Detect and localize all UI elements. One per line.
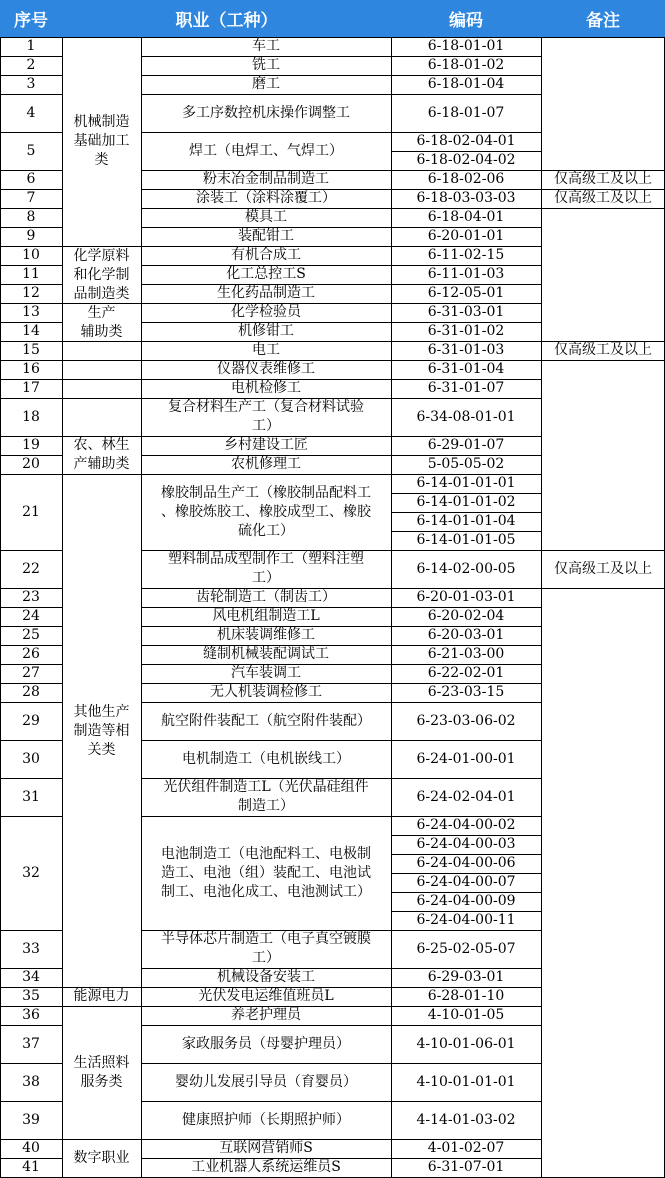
code-cell: 6-23-03-15 xyxy=(427,684,505,700)
code-cell: 6-29-03-01 xyxy=(427,969,505,985)
table-row-seq: 15 xyxy=(22,342,40,358)
code-cell: 4-10-01-05 xyxy=(427,1007,505,1023)
job-cell: 化工总控工S xyxy=(226,266,306,282)
grid-hline xyxy=(391,531,541,532)
grid-hline xyxy=(391,835,541,836)
grid-hline xyxy=(391,493,541,494)
category-cell: 其他生产 制造等相 关类 xyxy=(73,704,130,758)
code-cell: 6-24-04-00-06 xyxy=(416,855,516,871)
code-cell: 6-23-03-06-02 xyxy=(416,712,516,729)
category-cell xyxy=(62,341,141,360)
table-row-seq: 21 xyxy=(22,503,40,520)
job-cell: 光伏发电运维值班员L xyxy=(198,988,334,1004)
code-cell: 6-18-02-04-01 xyxy=(416,133,516,149)
note-cell: 仅高级工及以上 xyxy=(554,190,652,206)
job-cell: 光伏组件制造工L（光伏晶硅组件 制造工） xyxy=(163,779,369,814)
code-cell: 6-20-01-03-01 xyxy=(416,589,516,605)
job-cell: 互联网营销师S xyxy=(219,1140,313,1156)
job-cell: 婴幼儿发展引导员（育婴员） xyxy=(175,1073,357,1090)
job-cell: 多工序数控机床操作调整工 xyxy=(182,104,350,121)
table-row-seq: 36 xyxy=(22,1007,40,1023)
job-cell: 家政服务员（母婴护理员） xyxy=(182,1035,350,1052)
table-row-seq: 16 xyxy=(22,361,40,377)
job-cell: 电机制造工（电机嵌线工） xyxy=(182,750,350,767)
job-cell: 化学检验员 xyxy=(231,304,301,320)
code-cell: 6-18-02-06 xyxy=(427,171,505,187)
table-row-seq: 37 xyxy=(22,1035,40,1052)
job-cell: 电机检修工 xyxy=(231,380,301,396)
code-cell: 4-10-01-06-01 xyxy=(416,1035,516,1052)
note-cell xyxy=(541,208,665,341)
code-cell: 6-31-01-02 xyxy=(427,323,505,339)
table-row-seq: 27 xyxy=(22,665,40,681)
table-row-seq: 23 xyxy=(22,589,40,605)
code-cell: 6-34-08-01-01 xyxy=(416,408,516,425)
category-cell xyxy=(62,379,141,398)
note-cell xyxy=(541,588,665,1177)
table-row-seq: 17 xyxy=(22,380,40,396)
job-cell: 磨工 xyxy=(252,76,280,92)
code-cell: 6-14-01-01-04 xyxy=(416,513,516,529)
code-cell: 5-05-05-02 xyxy=(427,456,505,472)
table-row-seq: 26 xyxy=(22,646,40,662)
job-cell: 电池制造工（电池配料工、电极制 造工、电池（组）装配工、电池试 制工、电池化成工、电池测试工） xyxy=(161,845,371,900)
category-cell: 能源电力 xyxy=(73,988,130,1004)
job-cell: 齿轮制造工（制齿工） xyxy=(196,589,336,605)
table-row-seq: 39 xyxy=(22,1111,40,1128)
code-cell: 6-18-01-04 xyxy=(427,76,505,92)
job-cell: 塑料制品成型制作工（塑料注塑 工） xyxy=(168,551,364,586)
table-row-seq: 5 xyxy=(26,142,36,159)
job-cell: 橡胶制品生产工（橡胶制品配料工 、橡胶炼胶工、橡胶成型工、橡胶 硫化工） xyxy=(161,484,371,539)
code-cell: 6-14-02-00-05 xyxy=(416,560,516,577)
header-note: 备注 xyxy=(586,11,620,31)
code-cell: 6-24-04-00-07 xyxy=(416,874,516,890)
code-cell: 6-31-01-07 xyxy=(427,380,505,396)
code-cell: 6-24-04-00-09 xyxy=(416,893,516,909)
table-row-seq: 30 xyxy=(22,750,40,767)
code-cell: 6-20-02-04 xyxy=(427,608,505,624)
job-cell: 复合材料生产工（复合材料试验 工） xyxy=(168,399,364,434)
table-row-seq: 19 xyxy=(22,437,40,453)
category-cell: 化学原料 和化学制 品制造类 xyxy=(73,248,130,302)
table-row-seq: 41 xyxy=(22,1159,40,1175)
table-row-seq: 28 xyxy=(22,684,40,700)
grid-hline xyxy=(62,436,141,437)
job-cell: 养老护理员 xyxy=(231,1007,301,1023)
category-cell: 生活照料 服务类 xyxy=(73,1054,130,1090)
job-cell: 涂装工（涂料涂覆工） xyxy=(196,190,336,206)
code-cell: 6-14-01-01-05 xyxy=(416,532,516,548)
job-cell: 航空附件装配工（航空附件装配） xyxy=(161,712,371,729)
header-seq: 序号 xyxy=(14,11,48,31)
code-cell: 6-22-02-01 xyxy=(427,665,505,681)
table-row-seq: 3 xyxy=(26,76,36,92)
code-cell: 6-29-01-07 xyxy=(427,437,505,453)
grid-hline xyxy=(391,911,541,912)
job-cell: 半导体芯片制造工（电子真空镀膜 工） xyxy=(161,931,371,966)
grid-hline xyxy=(391,151,541,152)
code-cell: 6-18-01-01 xyxy=(427,38,505,54)
table-row-seq: 1 xyxy=(26,38,36,54)
table-row-seq: 18 xyxy=(22,408,40,425)
note-cell: 仅高级工及以上 xyxy=(554,171,652,187)
table-row-seq: 40 xyxy=(22,1140,40,1156)
table-row-seq: 4 xyxy=(26,104,36,121)
job-cell: 焊工（电焊工、气焊工） xyxy=(189,142,343,159)
category-cell: 生产 辅助类 xyxy=(80,305,123,340)
table-row-seq: 2 xyxy=(26,57,36,73)
code-cell: 6-24-04-00-02 xyxy=(416,817,516,833)
job-cell: 农机修理工 xyxy=(231,456,301,472)
table-row-seq: 9 xyxy=(26,228,36,244)
job-cell: 粉末冶金制品制造工 xyxy=(203,171,329,187)
table-row-seq: 33 xyxy=(22,940,40,957)
job-cell: 缝制机械装配调试工 xyxy=(203,646,329,662)
code-cell: 6-11-01-03 xyxy=(427,266,505,282)
code-cell: 6-24-02-04-01 xyxy=(416,788,516,805)
code-cell: 6-18-03-03-03 xyxy=(416,190,516,206)
table-row-seq: 29 xyxy=(22,712,40,729)
note-cell: 仅高级工及以上 xyxy=(554,342,652,358)
job-cell: 有机合成工 xyxy=(231,247,301,263)
code-cell: 6-18-01-02 xyxy=(427,57,505,73)
table-row-seq: 7 xyxy=(26,190,36,206)
grid-hline xyxy=(391,892,541,893)
code-cell: 6-21-03-00 xyxy=(427,646,505,662)
code-cell: 6-24-04-00-11 xyxy=(416,912,516,928)
category-cell: 农、林生 产辅助类 xyxy=(73,437,130,472)
code-cell: 6-12-05-01 xyxy=(427,285,505,301)
table-row-seq: 14 xyxy=(22,323,40,339)
job-cell: 装配钳工 xyxy=(238,228,294,244)
note-cell xyxy=(541,37,665,170)
code-cell: 6-31-07-01 xyxy=(427,1159,505,1175)
job-cell: 铣工 xyxy=(252,57,280,73)
code-cell: 4-01-02-07 xyxy=(427,1140,505,1156)
code-cell: 6-31-01-03 xyxy=(427,342,505,358)
job-cell: 无人机装调检修工 xyxy=(210,684,322,700)
category-cell: 数字职业 xyxy=(73,1149,130,1166)
code-cell: 6-20-03-01 xyxy=(427,627,505,643)
table-row-seq: 24 xyxy=(22,608,40,624)
code-cell: 6-31-01-04 xyxy=(427,361,505,377)
job-cell: 汽车装调工 xyxy=(231,665,301,681)
table-row-seq: 8 xyxy=(26,209,36,225)
code-cell: 6-20-01-01 xyxy=(427,228,505,244)
job-cell: 工业机器人系统运维员S xyxy=(191,1159,341,1175)
code-cell: 6-31-03-01 xyxy=(427,304,505,320)
table-row-seq: 38 xyxy=(22,1073,40,1090)
table-row-seq: 25 xyxy=(22,627,40,643)
table-row-seq: 13 xyxy=(22,304,40,320)
note-cell xyxy=(541,360,665,550)
job-cell: 模具工 xyxy=(245,209,287,225)
code-cell: 6-14-01-01-02 xyxy=(416,494,516,510)
job-cell: 乡村建设工匠 xyxy=(224,437,308,453)
code-cell: 6-24-01-00-01 xyxy=(416,750,516,767)
job-cell: 仪器仪表维修工 xyxy=(217,361,315,377)
table-row-seq: 6 xyxy=(26,171,36,187)
table-row-seq: 11 xyxy=(22,266,40,282)
job-cell: 机械设备安装工 xyxy=(217,969,315,985)
table-row-seq: 35 xyxy=(22,988,40,1004)
table-row-seq: 32 xyxy=(22,864,40,881)
table-row-seq: 31 xyxy=(22,788,40,805)
note-cell: 仅高级工及以上 xyxy=(554,560,652,577)
code-cell: 4-14-01-03-02 xyxy=(416,1111,516,1128)
table-row-seq: 22 xyxy=(22,560,40,577)
code-cell: 6-11-02-15 xyxy=(427,247,505,263)
category-cell: 机械制造 基础加工 类 xyxy=(73,114,130,168)
code-cell: 6-24-04-00-03 xyxy=(416,836,516,852)
code-cell: 6-18-04-01 xyxy=(427,209,505,225)
grid-hline xyxy=(391,873,541,874)
code-cell: 6-14-01-01-01 xyxy=(416,475,516,491)
header-job: 职业（工种） xyxy=(175,11,278,31)
grid-hline xyxy=(391,854,541,855)
table-row-seq: 12 xyxy=(22,285,40,301)
job-cell: 风电机组制造工L xyxy=(212,608,320,624)
job-cell: 车工 xyxy=(252,38,280,54)
header-code: 编码 xyxy=(449,11,483,31)
grid-hline xyxy=(391,512,541,513)
category-cell xyxy=(62,398,141,436)
code-cell: 6-25-02-05-07 xyxy=(416,940,516,957)
code-cell: 6-18-01-07 xyxy=(427,104,505,121)
job-cell: 机修钳工 xyxy=(238,323,294,339)
code-cell: 4-10-01-01-01 xyxy=(416,1073,516,1090)
code-cell: 6-18-02-04-02 xyxy=(416,152,516,168)
code-cell: 6-28-01-10 xyxy=(427,988,505,1004)
job-cell: 机床装调维修工 xyxy=(217,627,315,643)
job-cell: 健康照护师（长期照护师） xyxy=(182,1111,350,1128)
job-cell: 生化药品制造工 xyxy=(217,285,315,301)
table-row-seq: 20 xyxy=(22,456,40,472)
category-cell xyxy=(62,360,141,379)
job-cell: 电工 xyxy=(252,342,280,358)
table-row-seq: 34 xyxy=(22,969,40,985)
table-row-seq: 10 xyxy=(22,247,40,263)
